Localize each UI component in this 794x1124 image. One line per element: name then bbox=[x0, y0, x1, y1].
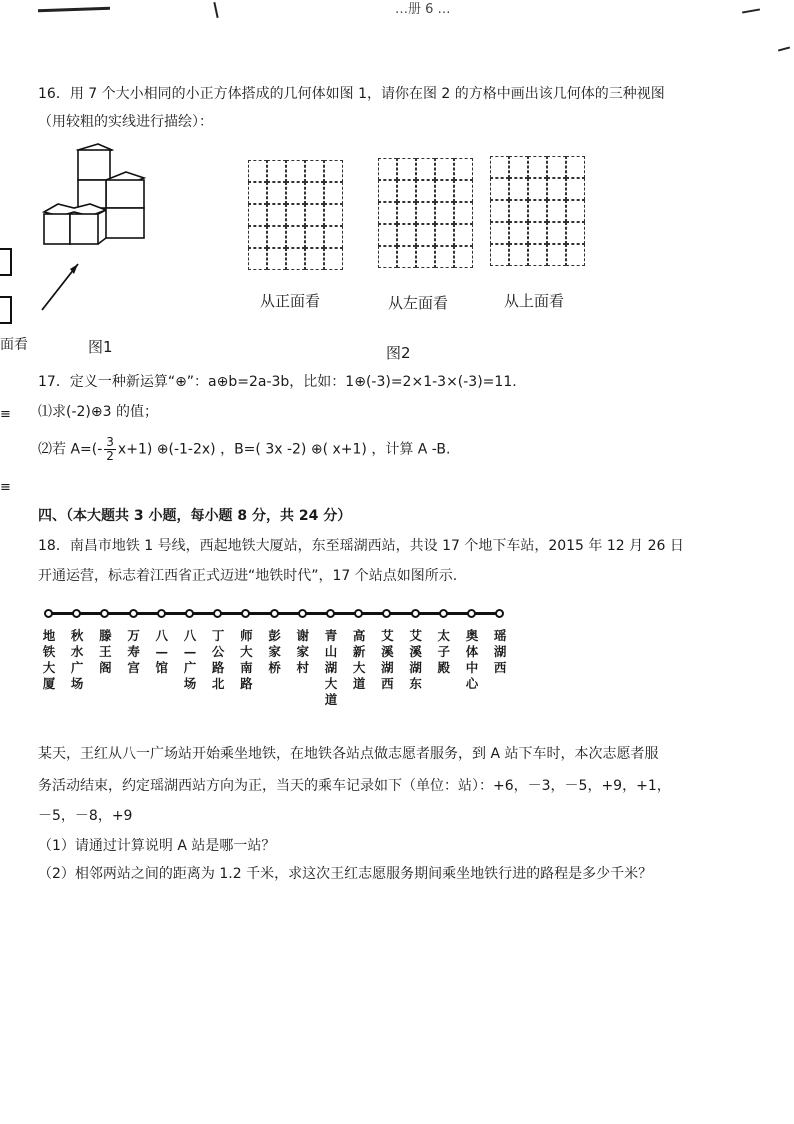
station-dot bbox=[241, 609, 250, 618]
station-label: 奥 体 中 心 bbox=[465, 628, 479, 691]
station-dot bbox=[100, 609, 109, 618]
margin-fragment-2: ≡ bbox=[0, 407, 11, 422]
station-label: 艾 溪 湖 东 bbox=[409, 628, 422, 691]
q17-part1: ⑴求(-2)⊕3 的值； bbox=[38, 404, 158, 420]
station-dot bbox=[72, 609, 81, 618]
figure1-cube-stack bbox=[34, 138, 154, 318]
q18-sub2: （2）相邻两站之间的距离为 1.2 千米，求这次王红志愿服务期间乘坐地铁行进的路程是多少千米？ bbox=[38, 866, 653, 882]
grid-front-view bbox=[248, 160, 343, 270]
q17-part2 bbox=[38, 436, 450, 463]
scan-mark-top-left bbox=[38, 7, 110, 13]
q17-part2-mid: x+1) ⊕(-1-2x) bbox=[117, 441, 216, 458]
caption-left-view: 从左面看 bbox=[388, 294, 449, 312]
station-label: 高 新 大 道 bbox=[352, 628, 366, 691]
q18-line1: 18．南昌市地铁 1 号线，西起地铁大厦站，东至瑶湖西站，共设 17 个地下车站，2015 年 12 月 26 日 bbox=[38, 538, 684, 554]
q17-part2-end: ，计算 A -B. bbox=[371, 441, 451, 458]
scan-mark-right bbox=[778, 46, 790, 51]
margin-bracket-2 bbox=[0, 296, 12, 324]
fraction-3-over-2: $\frac{3}{2}$ bbox=[106, 435, 114, 463]
station-label: 青 山 湖 大 道 bbox=[324, 628, 338, 707]
station-dot bbox=[411, 609, 420, 618]
station-label: 万 寿 宫 bbox=[127, 628, 140, 675]
q18-line2: 开通运营，标志着江西省正式迈进“地铁时代”，17 个站点如图所示. bbox=[38, 568, 458, 584]
q17-part2-prefix: ⑵若 A=(- bbox=[38, 441, 103, 458]
q17-part2-b: ，B=( 3x -2) ⊕( x+1) bbox=[220, 441, 367, 458]
station-dot bbox=[439, 609, 448, 618]
grid-left-view bbox=[378, 158, 473, 268]
station-dot bbox=[213, 609, 222, 618]
station-dot bbox=[44, 609, 53, 618]
station-label: 艾 溪 湖 西 bbox=[381, 628, 394, 691]
scan-mark-top-mid bbox=[213, 2, 218, 18]
figure1-label: 图1 bbox=[88, 338, 113, 356]
station-label: 地 铁 大 厦 bbox=[42, 628, 56, 691]
q18-para3: －5，－8，+9 bbox=[38, 808, 133, 824]
station-label: 八 — 馆 bbox=[155, 628, 169, 675]
station-label: 太 子 殿 bbox=[437, 628, 451, 675]
station-dot bbox=[157, 609, 166, 618]
q18-sub1: （1）请通过计算说明 A 站是哪一站？ bbox=[38, 838, 276, 854]
station-label: 丁 公 路 北 bbox=[211, 628, 225, 691]
station-dot bbox=[382, 609, 391, 618]
station-dot bbox=[129, 609, 138, 618]
caption-front-view: 从正面看 bbox=[260, 292, 321, 310]
station-label: 谢 家 村 bbox=[296, 628, 310, 675]
scan-mark-top-right bbox=[742, 8, 760, 13]
station-label: 瑶 湖 西 bbox=[493, 628, 507, 675]
margin-fragment-text: 面看 bbox=[0, 337, 28, 353]
station-label: 滕 王 阁 bbox=[99, 628, 112, 675]
margin-bracket-1 bbox=[0, 248, 12, 276]
station-dot bbox=[270, 609, 279, 618]
station-label: 秋 水 广 场 bbox=[70, 628, 84, 691]
grid-top-view bbox=[490, 156, 585, 266]
station-dot bbox=[326, 609, 335, 618]
q18-para2: 务活动结束，约定瑶湖西站方向为正，当天的乘车记录如下（单位：站）：+6，－3，－5，+9，+1， bbox=[38, 778, 671, 794]
header-fragment: …册 6 … bbox=[395, 2, 451, 17]
q16-line2: （用较粗的实线进行描绘）： bbox=[38, 114, 213, 130]
station-label: 八 — 广 场 bbox=[183, 628, 197, 691]
station-dot bbox=[495, 609, 504, 618]
margin-fragment-3: ≡ bbox=[0, 480, 11, 495]
station-dot bbox=[467, 609, 476, 618]
section-4-heading: 四、（本大题共 3 小题，每小题 8 分，共 24 分） bbox=[38, 508, 352, 524]
station-dot bbox=[354, 609, 363, 618]
station-label: 彭 家 桥 bbox=[268, 628, 281, 675]
station-dot bbox=[298, 609, 307, 618]
station-dot bbox=[185, 609, 194, 618]
station-label: 师 大 南 路 bbox=[240, 628, 253, 691]
q17-line1: 17．定义一种新运算“⊕”：a⊕b=2a-3b，比如：1⊕(-3)=2×1-3×(-3)=11. bbox=[38, 374, 517, 390]
caption-top-view: 从上面看 bbox=[504, 292, 565, 310]
q16-line1: 16．用 7 个大小相同的小正方体搭成的几何体如图 1，请你在图 2 的方格中画出该几何体的三种视图 bbox=[38, 86, 665, 102]
q18-para1: 某天，王红从八一广场站开始乘坐地铁，在地铁各站点做志愿者服务，到 A 站下车时，本次志愿者服 bbox=[38, 746, 659, 762]
figure2-label: 图2 bbox=[386, 344, 411, 362]
